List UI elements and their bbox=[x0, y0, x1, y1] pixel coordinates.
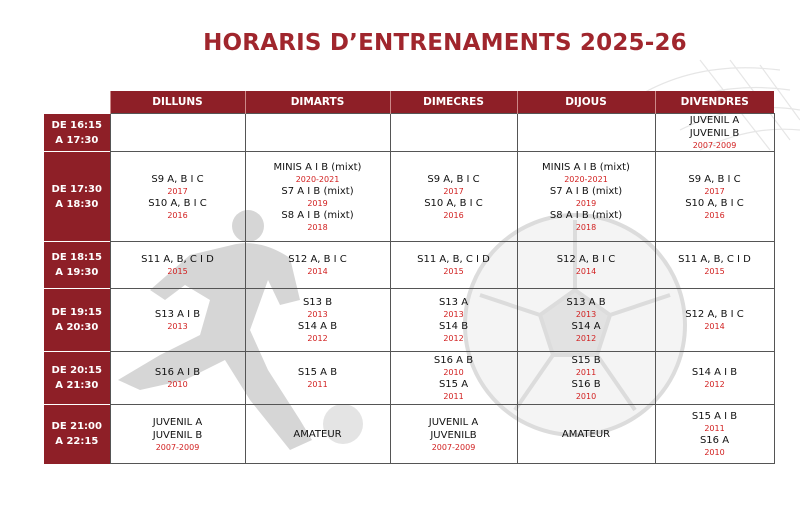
schedule-cell bbox=[390, 289, 517, 352]
group-name: MINIS A I B (mixt) bbox=[273, 161, 362, 173]
group-name: S15 A bbox=[438, 379, 469, 390]
group-name: AMATEUR bbox=[293, 428, 342, 440]
schedule-cell bbox=[110, 289, 245, 352]
group-name: S7 A I B (mixt) bbox=[281, 185, 354, 197]
group-name: S15 A I B bbox=[691, 411, 738, 422]
slot-end: A 18:30 bbox=[55, 198, 99, 210]
birth-years: 2020-2021 bbox=[295, 174, 340, 184]
group-name: S9 A, B I C bbox=[688, 173, 741, 185]
birth-years: 2010 bbox=[167, 380, 188, 389]
corner-cell bbox=[44, 91, 110, 114]
group-name: S10 A, B I C bbox=[685, 197, 744, 209]
birth-years: 2011 bbox=[704, 424, 725, 433]
slot-end: A 20:30 bbox=[55, 322, 99, 333]
schedule-cell bbox=[655, 405, 774, 464]
birth-years: 2010 bbox=[443, 368, 464, 377]
group-name: JUVENIL B bbox=[689, 128, 740, 139]
time-slot-row bbox=[44, 242, 774, 289]
schedule-cell bbox=[110, 242, 245, 289]
schedule-cell bbox=[517, 405, 655, 464]
group-name: S13 A bbox=[438, 297, 469, 308]
group-name: S8 A I B (mixt) bbox=[549, 209, 623, 221]
group-name: JUVENIL A bbox=[689, 115, 740, 126]
day-header: DIMECRES bbox=[390, 91, 517, 114]
group-name: MINIS A I B (mixt) bbox=[542, 161, 630, 173]
day-header: DIMARTS bbox=[245, 91, 390, 114]
group-name: S12 A, B I C bbox=[288, 254, 347, 265]
group-name: S7 A I B (mixt) bbox=[549, 185, 623, 197]
birth-years: 2007-2009 bbox=[431, 442, 476, 452]
schedule-cell bbox=[390, 242, 517, 289]
time-slot-label bbox=[44, 152, 110, 242]
group-name: S16 A bbox=[699, 435, 730, 446]
day-header: DIVENDRES bbox=[655, 91, 774, 114]
slot-start: DE 17:30 bbox=[51, 183, 102, 195]
group-name: S13 B bbox=[302, 297, 333, 308]
birth-years: 2019 bbox=[307, 198, 328, 208]
birth-years: 2017 bbox=[443, 186, 464, 196]
birth-years: 2013 bbox=[575, 310, 597, 319]
birth-years: 2013 bbox=[307, 310, 328, 319]
schedule-cell bbox=[110, 405, 245, 464]
schedule-cell bbox=[245, 405, 390, 464]
birth-years: 2017 bbox=[167, 186, 188, 196]
group-name: S16 B bbox=[571, 379, 601, 390]
schedule-cell bbox=[390, 114, 517, 152]
birth-years: 2018 bbox=[307, 222, 328, 232]
group-name: S16 A I B bbox=[154, 367, 201, 378]
schedule-cell bbox=[517, 152, 655, 242]
birth-years: 2007-2009 bbox=[692, 141, 737, 150]
time-slot-row bbox=[44, 405, 774, 464]
schedule-cell bbox=[655, 352, 774, 405]
slot-end: A 22:15 bbox=[55, 436, 99, 448]
slot-end: A 19:30 bbox=[55, 267, 99, 278]
group-name: S14 A I B bbox=[691, 367, 738, 378]
birth-years: 2018 bbox=[575, 222, 597, 232]
schedule-table bbox=[44, 91, 775, 464]
schedule-cell bbox=[655, 114, 774, 152]
group-name: S16 A B bbox=[433, 355, 474, 366]
schedule-cell bbox=[110, 352, 245, 405]
time-slot-label bbox=[44, 352, 110, 405]
birth-years: 2007-2009 bbox=[155, 442, 200, 452]
birth-years: 2019 bbox=[575, 198, 597, 208]
slot-start: DE 16:15 bbox=[51, 119, 102, 131]
group-name: S9 A, B I C bbox=[427, 173, 480, 185]
group-name: S9 A, B I C bbox=[151, 173, 204, 185]
time-slot-row bbox=[44, 152, 774, 242]
slot-start: DE 20:15 bbox=[51, 365, 102, 376]
schedule-cell bbox=[110, 114, 245, 152]
group-name: S14 B bbox=[438, 321, 469, 332]
group-name: S15 A B bbox=[297, 367, 338, 378]
group-name: JUVENIL B bbox=[152, 429, 203, 441]
time-slot-row bbox=[44, 352, 774, 405]
birth-years: 2013 bbox=[443, 310, 464, 319]
header-row bbox=[44, 91, 774, 114]
birth-years: 2014 bbox=[704, 322, 725, 331]
birth-years: 2013 bbox=[167, 322, 188, 331]
schedule-cell bbox=[517, 242, 655, 289]
page-title: HORARIS D’ENTRENAMENTS 2025-26 bbox=[203, 30, 687, 56]
birth-years: 2010 bbox=[575, 392, 597, 401]
group-name: JUVENIL A bbox=[152, 416, 203, 428]
slot-start: DE 21:00 bbox=[51, 421, 102, 433]
schedule-cell bbox=[390, 352, 517, 405]
birth-years: 2016 bbox=[443, 210, 464, 220]
birth-years: 2012 bbox=[575, 334, 597, 343]
group-name: S11 A, B, C I D bbox=[678, 254, 751, 265]
schedule-cell bbox=[390, 152, 517, 242]
schedule-cell bbox=[245, 152, 390, 242]
schedule-cell bbox=[245, 352, 390, 405]
time-slot-row bbox=[44, 289, 774, 352]
slot-end: A 17:30 bbox=[55, 134, 99, 146]
group-name: S12 A, B I C bbox=[556, 254, 616, 265]
birth-years: 2014 bbox=[307, 267, 328, 276]
birth-years: 2020-2021 bbox=[564, 174, 608, 184]
group-name: S8 A I B (mixt) bbox=[281, 209, 354, 221]
birth-years: 2011 bbox=[307, 380, 328, 389]
group-name: S11 A, B, C I D bbox=[141, 254, 214, 265]
schedule-cell bbox=[245, 114, 390, 152]
group-name: S13 A I B bbox=[154, 309, 201, 320]
group-name: S12 A, B I C bbox=[685, 309, 744, 320]
group-name: S15 B bbox=[571, 355, 601, 366]
birth-years: 2014 bbox=[575, 267, 597, 276]
birth-years: 2012 bbox=[307, 334, 328, 343]
day-header: DIJOUS bbox=[517, 91, 655, 114]
schedule-cell bbox=[245, 289, 390, 352]
slot-start: DE 19:15 bbox=[51, 307, 102, 318]
birth-years: 2012 bbox=[704, 380, 725, 389]
group-name: S11 A, B, C I D bbox=[417, 254, 490, 265]
birth-years: 2016 bbox=[167, 210, 188, 220]
schedule-cell bbox=[517, 114, 655, 152]
time-slot-label bbox=[44, 405, 110, 464]
group-name: S14 A B bbox=[297, 321, 338, 332]
birth-years: 2010 bbox=[704, 448, 725, 457]
group-name: S13 A B bbox=[566, 297, 606, 308]
schedule-cell bbox=[110, 152, 245, 242]
group-name: AMATEUR bbox=[561, 428, 611, 440]
time-slot-label bbox=[44, 289, 110, 352]
schedule-cell bbox=[655, 289, 774, 352]
slot-end: A 21:30 bbox=[55, 380, 99, 391]
time-slot-row bbox=[44, 114, 774, 152]
birth-years: 2015 bbox=[704, 267, 725, 276]
schedule-cell bbox=[655, 152, 774, 242]
group-name: S10 A, B I C bbox=[148, 197, 207, 209]
schedule-cell bbox=[655, 242, 774, 289]
schedule-cell bbox=[245, 242, 390, 289]
schedule-cell bbox=[390, 405, 517, 464]
birth-years: 2011 bbox=[443, 392, 464, 401]
birth-years: 2015 bbox=[167, 267, 188, 276]
group-name: S10 A, B I C bbox=[424, 197, 483, 209]
schedule-cell bbox=[517, 289, 655, 352]
birth-years: 2011 bbox=[575, 368, 597, 377]
birth-years: 2012 bbox=[443, 334, 464, 343]
birth-years: 2017 bbox=[704, 186, 725, 196]
slot-start: DE 18:15 bbox=[51, 252, 102, 263]
schedule-cell bbox=[517, 352, 655, 405]
birth-years: 2016 bbox=[704, 210, 725, 220]
group-name: S14 A bbox=[571, 321, 601, 332]
time-slot-label bbox=[44, 242, 110, 289]
group-name: JUVENIL A bbox=[428, 416, 479, 428]
group-name: JUVENILB bbox=[430, 429, 477, 441]
birth-years: 2015 bbox=[443, 267, 464, 276]
time-slot-label bbox=[44, 114, 110, 152]
day-header: DILLUNS bbox=[110, 91, 245, 114]
